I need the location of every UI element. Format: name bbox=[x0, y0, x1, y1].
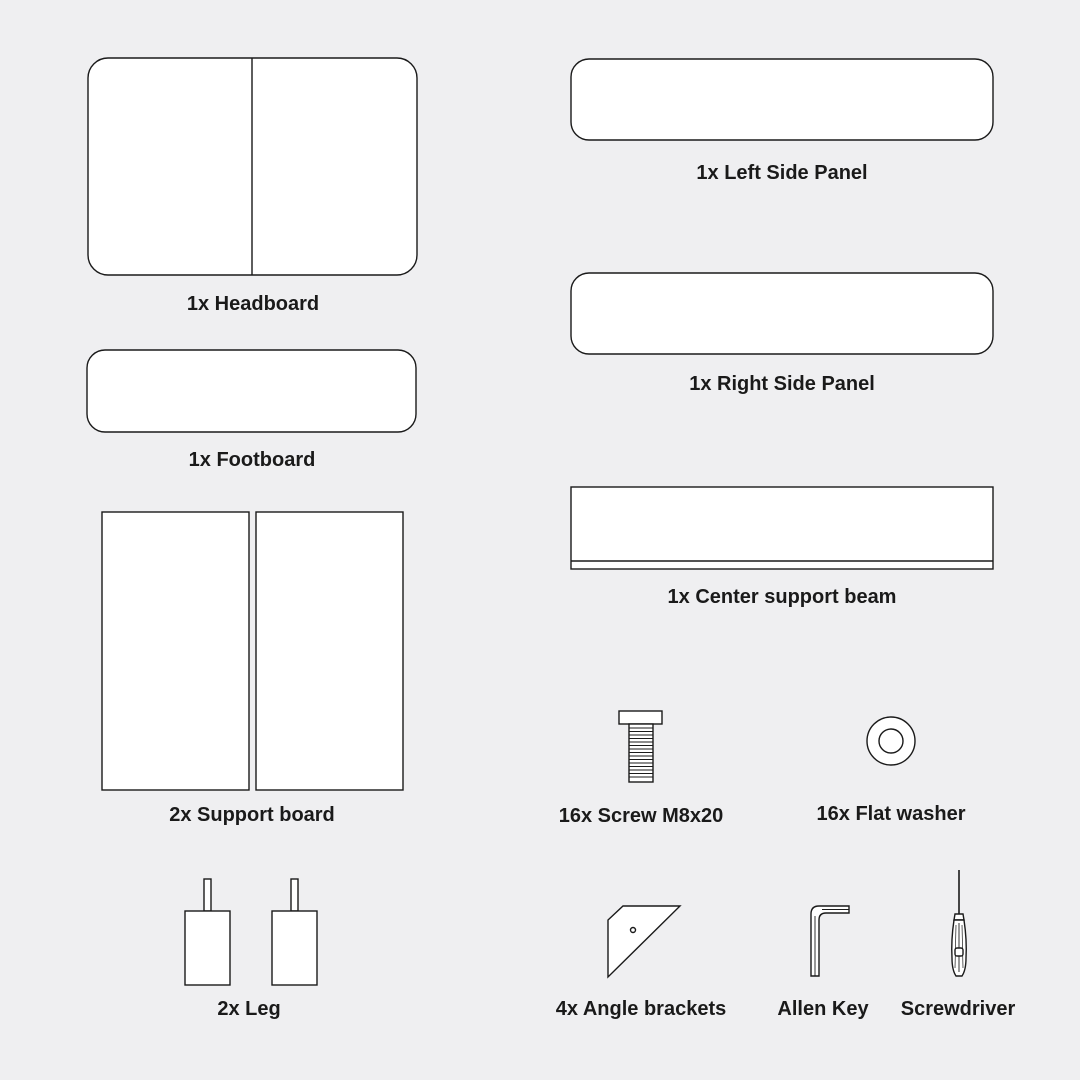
footboard-label: 1x Footboard bbox=[188, 449, 316, 471]
headboard-shape bbox=[88, 58, 417, 275]
screw-label: 16x Screw M8x20 bbox=[558, 805, 724, 827]
support-board-shape bbox=[102, 512, 403, 790]
headboard-label: 1x Headboard bbox=[186, 293, 320, 315]
allen-key-label: Allen Key bbox=[777, 998, 869, 1020]
washer-icon bbox=[867, 717, 915, 765]
right-side-panel-shape bbox=[571, 273, 993, 354]
footboard-shape bbox=[87, 350, 416, 432]
allen-key-icon bbox=[811, 906, 849, 976]
center-support-beam-shape bbox=[571, 487, 993, 569]
leg-shape bbox=[185, 879, 317, 985]
right-side-panel-label: 1x Right Side Panel bbox=[689, 373, 875, 395]
screw-icon bbox=[619, 711, 662, 782]
screwdriver-icon bbox=[952, 870, 967, 976]
screwdriver-label: Screwdriver bbox=[900, 998, 1016, 1020]
left-side-panel-shape bbox=[571, 59, 993, 140]
angle-brackets-label: 4x Angle brackets bbox=[555, 998, 727, 1020]
center-support-beam-label: 1x Center support beam bbox=[667, 586, 897, 608]
leg-label: 2x Leg bbox=[217, 998, 281, 1020]
flat-washer-label: 16x Flat washer bbox=[816, 803, 966, 825]
angle-bracket-icon bbox=[608, 906, 680, 977]
support-board-label: 2x Support board bbox=[169, 804, 335, 826]
left-side-panel-label: 1x Left Side Panel bbox=[696, 162, 868, 184]
